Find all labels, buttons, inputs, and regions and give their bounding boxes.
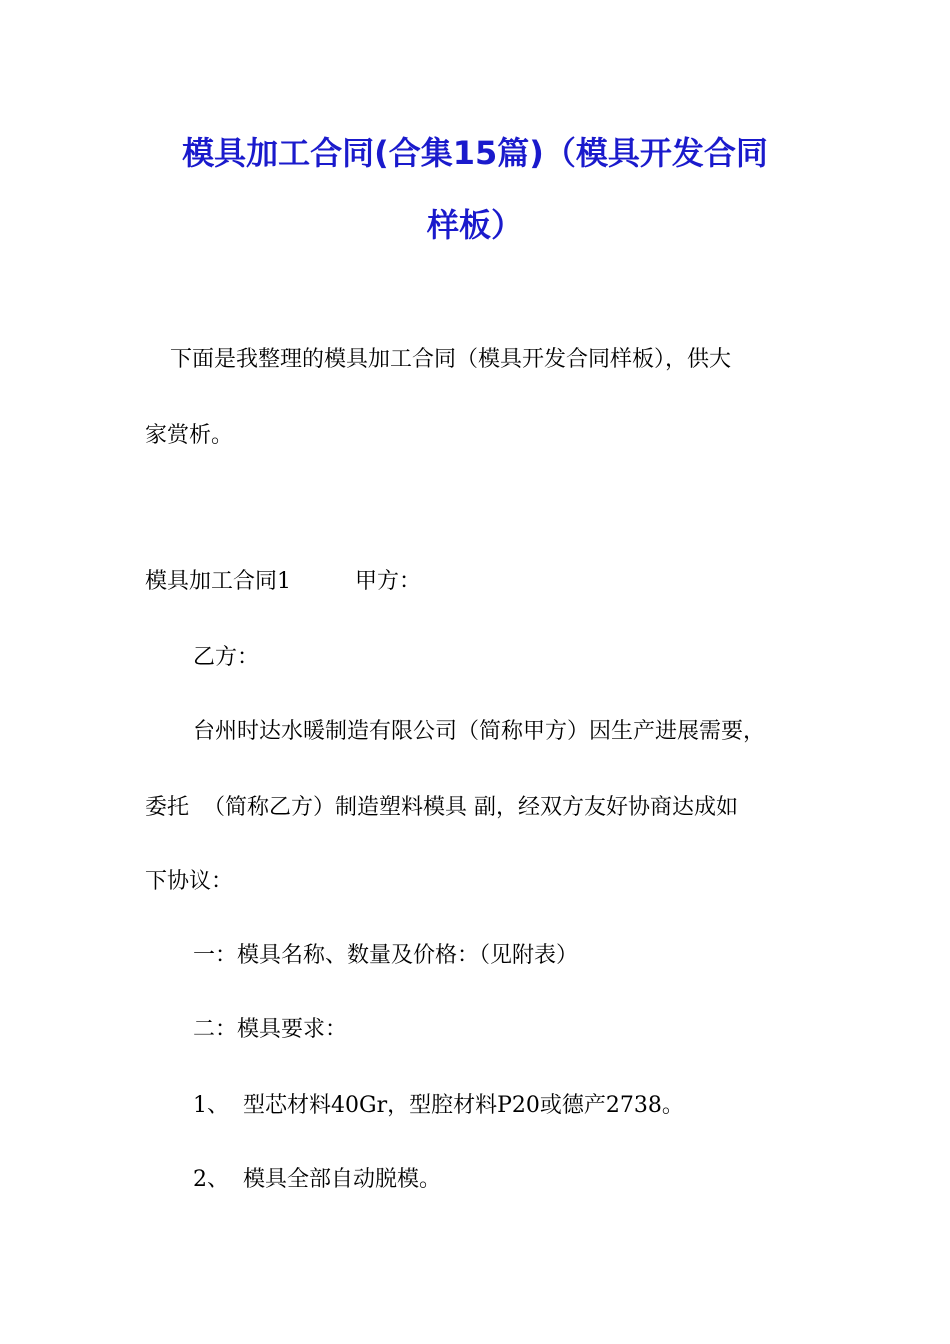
party-b-label: 乙方： [193, 645, 260, 670]
body-line-1: 台州时达水暖制造有限公司（简称甲方）因生产进展需要， [193, 719, 766, 744]
intro-line-1: 下面是我整理的模具加工合同（模具开发合同样板），供大 [170, 347, 732, 372]
clause-two: 二：模具要求： [193, 1017, 348, 1042]
body-line-2: 委托 （简称乙方）制造塑料模具 副，经双方友好协商达成如 [145, 795, 738, 820]
requirement-1-text: 型芯材料40Gr，型腔材料P20或德产2738。 [243, 1093, 684, 1118]
contract-heading: 模具加工合同1 [145, 569, 291, 594]
party-a-label: 甲方： [355, 569, 422, 594]
intro-line-2: 家赏析。 [145, 423, 234, 448]
requirement-2-number: 2、 [193, 1167, 229, 1192]
requirement-2-text: 模具全部自动脱模。 [243, 1167, 442, 1192]
clause-one: 一：模具名称、数量及价格：（见附表） [193, 943, 579, 968]
body-line-3: 下协议： [145, 869, 234, 894]
document-title-line-2: 样板） [426, 206, 523, 244]
requirement-1-number: 1、 [193, 1093, 229, 1118]
document-title-line-1: 模具加工合同(合集15篇)（模具开发合同 [182, 134, 768, 172]
